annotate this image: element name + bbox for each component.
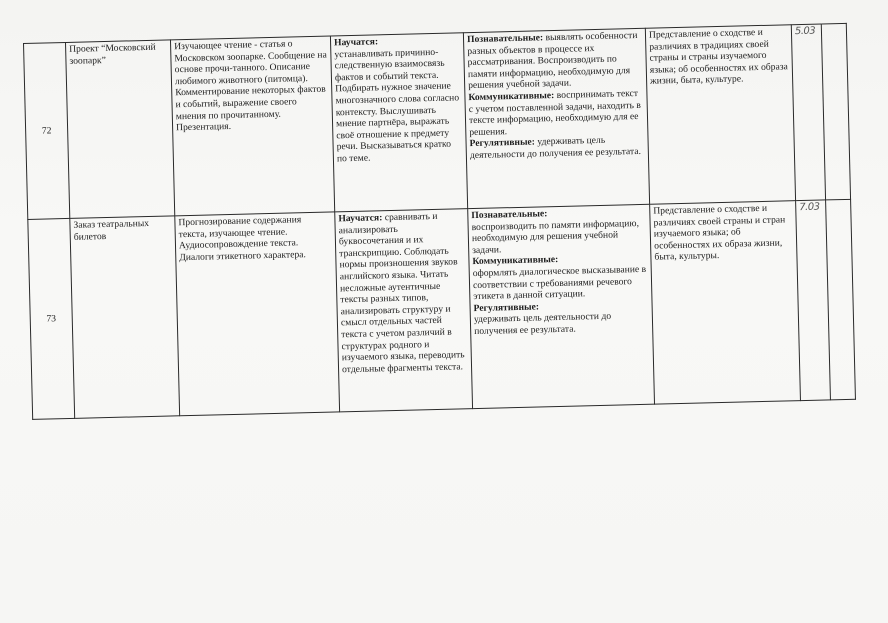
subject-results	[330, 33, 467, 212]
subject-results-text: сравнивать и анализировать буквосочетания и их транскрипцию. Соблюдать нормы произношения звуков английского языка. Читать несложные аутентичные тексты разных типов, анализировать структуру и смысл отдельных частей текста с учетом различий в структурах родного и изучаемого языка, переводить отдельные фрагменты текста.	[338, 210, 465, 376]
uud-label-regulative: Регулятивные:	[473, 301, 540, 314]
empty-cell	[826, 199, 856, 400]
lesson-date	[796, 200, 831, 401]
uud-label-communicative: Коммуникативные:	[472, 254, 559, 268]
uud-text-communicative: оформлять диалогическое высказывание в соответствии с требованиями речевого этикета в данной ситуации.	[472, 263, 647, 303]
uud-text-regulative: удерживать цель деятельности до получения ее результата.	[469, 135, 642, 162]
lesson-topic: Заказ театральных билетов	[70, 216, 180, 419]
subject-results-label: Научатся:	[333, 36, 379, 49]
lesson-plan-table	[23, 23, 856, 420]
uud-label-communicative: Коммуникативные:	[468, 90, 555, 104]
table-row	[24, 23, 851, 219]
lesson-topic: Проект “Московский зоопарк”	[65, 40, 174, 219]
uud-label-regulative: Регулятивные:	[469, 136, 536, 150]
lesson-number: 72	[24, 42, 70, 219]
uud-label-cognitive: Познавательные:	[466, 32, 544, 46]
date-handwritten: 7.03	[799, 201, 820, 214]
personal-results: Представление о сходстве и различиях в традициях своей страны и страны изучаемого языка; об особенностях их образа жизни, быта, культуре.	[645, 25, 795, 205]
uud-text-regulative: удерживать цель деятельности до получения ее результата.	[473, 311, 612, 337]
subject-results-text: устанавливать причинно-следственную взаимосвязь фактов и событий текста. Подбирать нужное значение многозначного слова согласно контексту. Выслушивать мнение партнёра, выражать своё отношение к предмету речи. Высказываться кратко по теме.	[334, 46, 460, 165]
empty-cell	[821, 23, 850, 200]
lesson-number: 73	[28, 218, 75, 419]
personal-results: Представление о сходстве и различиях своей страны и стран изучаемого языка; об особенностях их образа жизни, быта, культуры.	[650, 201, 801, 405]
lesson-date	[791, 24, 825, 201]
uud-results	[468, 204, 655, 408]
uud-text-cognitive: воспроизводить по памяти информацию, необходимую для решения учебной задачи.	[471, 217, 640, 256]
uud-results	[463, 28, 649, 208]
table-row	[28, 199, 856, 419]
date-handwritten: 5.03	[794, 25, 816, 38]
subject-results-label: Научатся:	[338, 212, 383, 225]
uud-label-cognitive: Познавательные:	[471, 208, 548, 222]
subject-results	[335, 209, 473, 412]
uud-text-communicative: воспринимать текст с учетом поставленной задачи, находить в тексте информацию, необходимую для ее решения.	[468, 87, 641, 138]
lesson-activities: Изучающее чтение - статья о Московском зоопарке. Сообщение на основе прочи-танного. Описание любимого животного (питомца). Комментирование некоторых фактов и событий, выражение своего мнения по прочитанному. Презентация.	[170, 36, 334, 216]
lesson-activities: Прогнозирование содержания текста, изучающее чтение. Аудиосопровождение текста. Диалоги этикетного характера.	[175, 212, 340, 416]
uud-text-cognitive: выявлять особенности разных объектов в процессе их рассматривания. Воспроизводить по памяти информацию, необходимую для решения учебной задачи.	[467, 29, 638, 92]
